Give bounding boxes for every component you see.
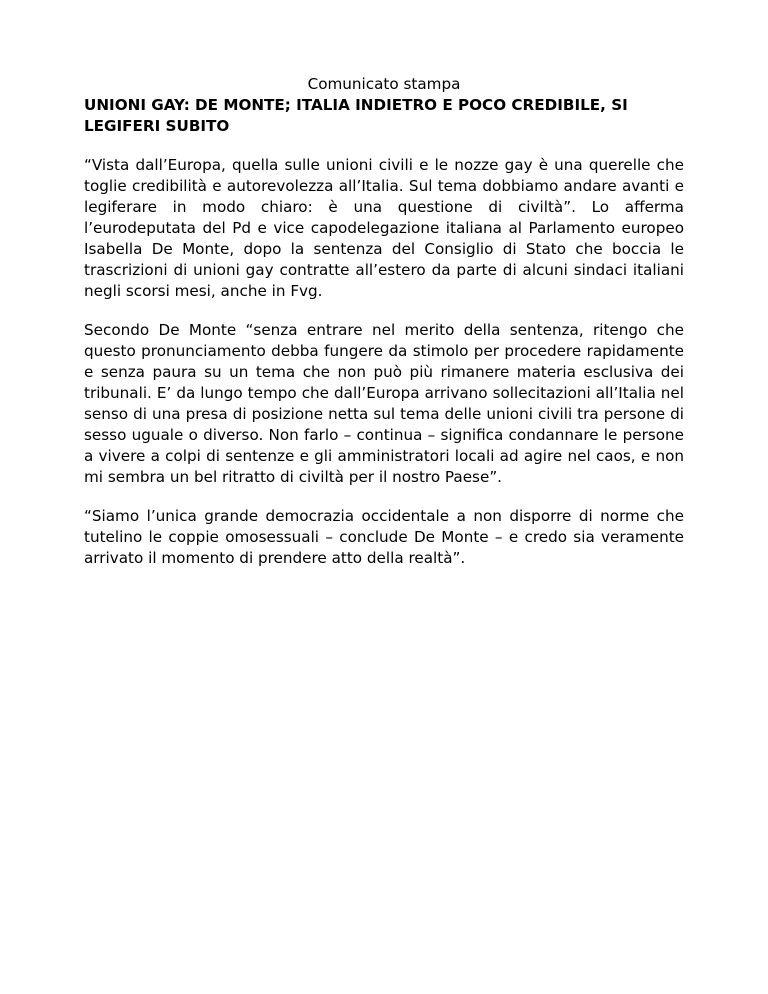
document-kicker: Comunicato stampa xyxy=(307,75,461,93)
document-headline: UNIONI GAY: DE MONTE; ITALIA INDIETRO E POCO CREDIBILE, SI LEGIFERI SUBITO xyxy=(84,96,628,135)
paragraph-1: “Vista dall’Europa, quella sulle unioni civili e le nozze gay è una querelle che toglie credibilità e autorevolezza all’Italia. Sul tema dobbiamo andare avanti e legiferare in modo chiaro: è una questione di civiltà”. Lo afferma l’eurodeputata del Pd e vice capodelegazione italiana al Parlamento europeo Isabella De Monte, dopo la sentenza del Consiglio di Stato che boccia le trascrizioni di unioni gay contratte all’estero da parte di alcuni sindaci italiani negli scorsi mesi, anche in Fvg. xyxy=(84,156,684,300)
paragraph-3: “Siamo l’unica grande democrazia occidentale a non disporre di norme che tutelino le coppie omosessuali – conclude De Monte – e credo sia veramente arrivato il momento di prendere atto della realtà”. xyxy=(84,507,684,567)
paragraph-2: Secondo De Monte “senza entrare nel merito della sentenza, ritengo che questo pronunciamento debba fungere da stimolo per procedere rapidamente e senza paura su un tema che non può più rimanere materia esclusiva dei tribunali. E’ da lungo tempo che dall’Europa arrivano sollecitazioni all’Italia nel senso di una presa di posizione netta sul tema delle unioni civili tra persone di sesso uguale o diverso. Non farlo – continua – significa condannare le persone a vivere a colpi di sentenze e gli amministratori locali ad agire nel caos, e non mi sembra un bel ritratto di civiltà per il nostro Paese”. xyxy=(84,321,684,486)
document-page xyxy=(84,74,684,587)
